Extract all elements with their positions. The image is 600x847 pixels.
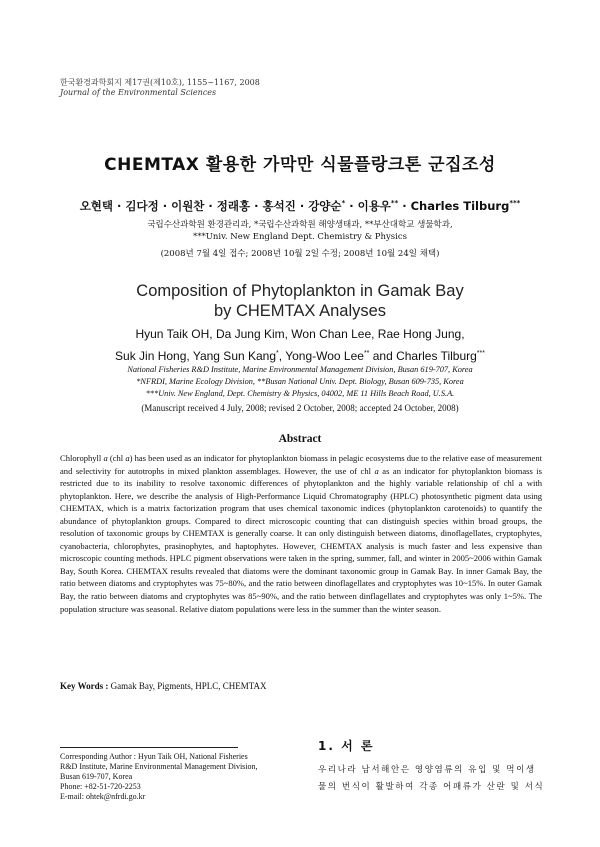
english-dates: (Manuscript received 4 July, 2008; revised 2 October, 2008; accepted 24 October, 2008) xyxy=(141,403,459,413)
correspondence-line-2: R&D Institute, Marine Environmental Management Division, xyxy=(60,762,258,771)
english-authors-line-2: Suk Jin Hong, Yang Sun Kang*, Yong-Woo Lee** and Charles Tilburg*** xyxy=(115,349,485,363)
korean-affiliation-2: ***Univ. New England Dept. Chemistry & Physics xyxy=(193,232,407,242)
footnote-divider xyxy=(60,747,238,748)
abstract-heading: Abstract xyxy=(278,433,322,445)
keywords-text: Gamak Bay, Pigments, HPLC, CHEMTAX xyxy=(110,681,267,691)
korean-title: CHEMTAX 활용한 가막만 식물플랑크톤 군집조성 xyxy=(104,155,496,175)
correspondence-phone: Phone: +82-51-720-2253 xyxy=(60,782,141,791)
correspondence-email: E-mail: ohtek@nfrdi.go.kr xyxy=(60,792,146,801)
introduction-text xyxy=(318,762,548,796)
korean-authors: 오현택 · 김다정 · 이원찬 · 정래홍 · 홍석진 · 강양순* · 이용우** · Charles Tilburg*** xyxy=(79,199,521,213)
introduction-line-2: 물의 번식이 활발하여 각종 어패류가 산란 및 서식 xyxy=(318,782,545,792)
english-affiliation-3: ***Univ. New England, Dept. Chemistry & Physics, 04002, ME 11 Hills Beach Road, U.S.A. xyxy=(145,389,455,398)
korean-affiliation-1: 국립수산과학원 환경관리과, *국립수산과학원 해양생태과, **부산대학교 생물학과, xyxy=(147,220,453,230)
english-authors-line-1: Hyun Taik OH, Da Jung Kim, Won Chan Lee, Rae Hong Jung, xyxy=(135,327,465,341)
section-heading-introduction: 1. 서 론 xyxy=(318,739,375,753)
introduction-line-1: 우리나라 남서해안은 영양염류의 유입 및 먹이생 xyxy=(318,765,536,775)
english-affiliations xyxy=(0,364,600,400)
korean-dates: (2008년 7월 4일 접수; 2008년 10월 2일 수정; 2008년 10월 24일 채택) xyxy=(160,249,440,259)
english-title xyxy=(0,281,600,321)
correspondence-line-1: Corresponding Author : Hyun Taik OH, National Fisheries xyxy=(60,752,248,761)
correspondence-note xyxy=(60,752,300,802)
keywords xyxy=(60,681,267,691)
abstract-text: Chlorophyll a (chl a) has been used as an indicator for phytoplankton biomass in pelagic ecosystems due to the relative ease of measurement and selectivity for autotrophs in mixed plankton assemblages. However, the use of chl a as an indicator for phytoplankton biomass is restricted due to its inability to resolve taxonomic differences of phytoplankton and the highly variable relationship of chl a with phytoplankton. Here, we describe the analysis of High-Performance Liquid Chromatography (HPLC) photosynthetic pigment data using CHEMTAX, which is a matrix factorization program that uses chemical taxonomic indices (phytoplankton carotenoids) to quantify the abundance of phytoplankton groups. Compared to direct microscopic counting that can distinguish species within broad groups, the resolution of taxonomic groups by CHEMTAX is generally coarse. It can only distinguish between diatoms, dinoflagellates, cryptophytes, cyanobacteria, chlorophytes, prasinophytes, and haptophytes. However, CHEMTAX analysis is much faster and less expensive than microscopic counting methods. HPLC pigment observations were taken in the spring, summer, fall, and winter in 2005~2006 within Gamak Bay, South Korea. CHEMTAX results revealed that diatoms were the dominant taxonomic group in Gamak Bay. In inner Gamak Bay, the ratio between diatoms and cryptophytes was 75~80%, and the ratio between dinoflagellates and cryptophytes was 10~15%. In outer Gamak Bay, the ratio between diatoms and cryptophytes was 85~90%, and the ratio between dinflagellates and cryptophytes was only 1~5%. The population structure was seasonal. Relative diatom populations were less in the summer than the winter season. xyxy=(60,453,543,614)
abstract-body xyxy=(60,452,542,615)
english-title-line-1: Composition of Phytoplankton in Gamak Bay xyxy=(136,282,464,300)
english-affiliation-1: National Fisheries R&D Institute, Marine Environmental Management Division, Busan 619-707, Korea xyxy=(127,365,473,374)
english-affiliation-2: *NFRDI, Marine Ecology Division, **Busan National Univ. Dept. Biology, Busan 609-735, Korea xyxy=(136,377,464,386)
keywords-label: Key Words : xyxy=(60,681,109,691)
journal-citation: 한국환경과학회지 제17권(제10호), 1155~1167, 2008 xyxy=(60,78,260,87)
correspondence-line-3: Busan 619-707, Korea xyxy=(60,772,133,781)
journal-name: Journal of the Environmental Sciences xyxy=(60,88,217,97)
english-authors xyxy=(0,325,600,366)
english-title-line-2: by CHEMTAX Analyses xyxy=(213,302,387,320)
